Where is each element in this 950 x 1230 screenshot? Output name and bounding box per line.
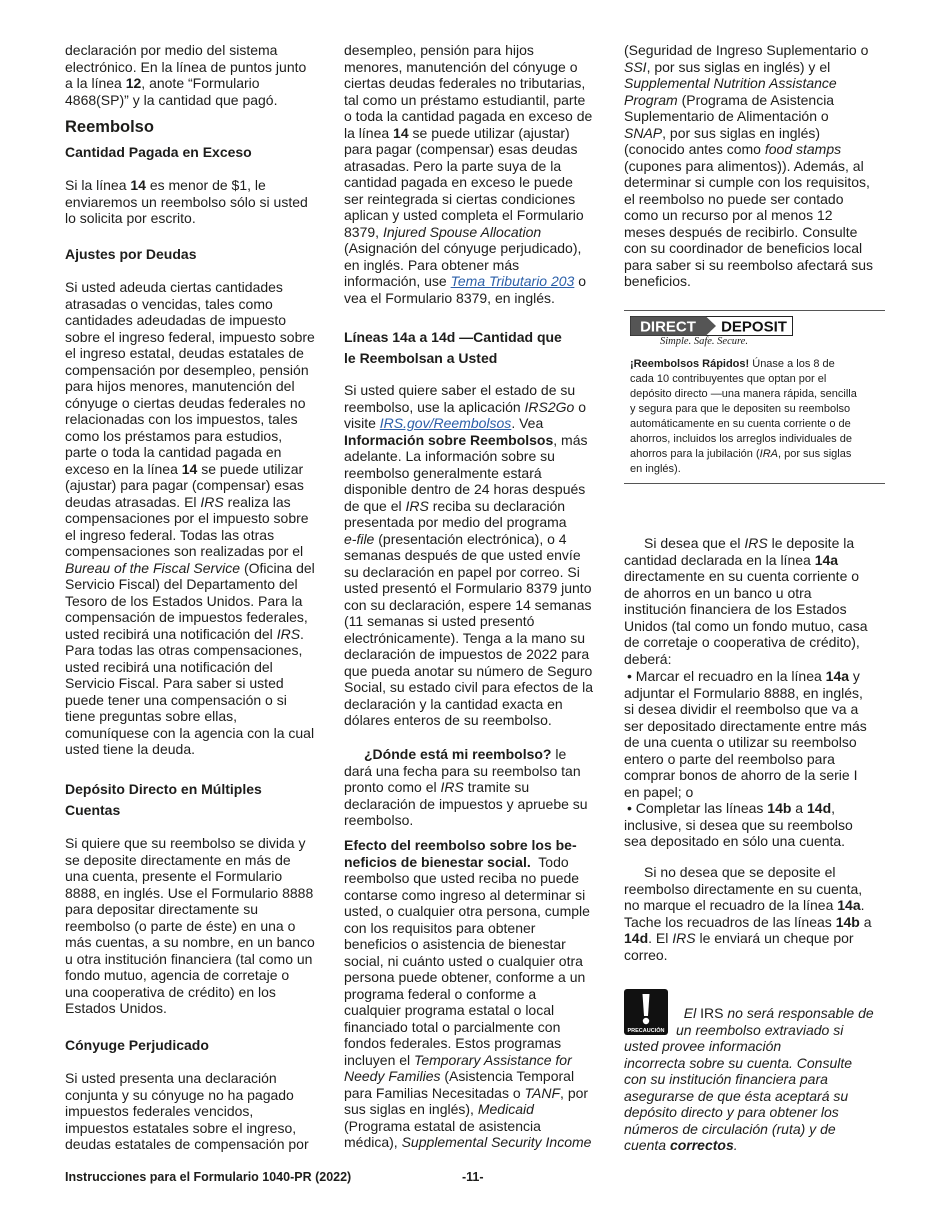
text-run: IRS: [696, 1005, 728, 1021]
italic-text: SSI: [624, 58, 647, 75]
italic-text: IRS: [276, 625, 301, 642]
text-run: (Seguridad de Ingreso Suplementario o: [624, 42, 869, 58]
paragraph-direct-deposit: [624, 535, 886, 667]
subheading-lineas-14a-14d: Líneas 14a a 14d —Cantidad que le Reembolsan a Usted: [344, 328, 562, 366]
bold-text: 14a: [837, 897, 861, 913]
italic-text: IRS: [440, 779, 464, 795]
logo-tagline: Simple. Safe. Secure.: [660, 336, 748, 347]
promo-fast-refunds: [630, 357, 886, 477]
bold-text: 14: [130, 177, 146, 193]
text-run: Si no desea que se deposite el reembolso directamente en su cuenta, no marque el recuadro de la línea: [624, 864, 863, 913]
italic-text: IRA: [759, 447, 778, 460]
italic-text: Supplemental Nutrition Assistance Program: [624, 75, 837, 108]
text-run: (presentación electrónica), o 4 semanas después de que usted envíe su declaración en papel por correo. Si usted presentó el Formulario 8379 junto con su declaración, espere 14 semanas (11 semanas si usted presentó electrónicamente). Tenga a la mano su declaración de impuestos de 2022 para que pueda anotar su número de Seguro Social, su estado civil para efectos de la declaración y la cantidad exacta en dólares enteros de su reembolso.: [344, 530, 594, 728]
text-run: Si la línea: [65, 177, 131, 193]
bold-text: Efecto del reembolso sobre los be- neficios de bienestar social.: [344, 837, 577, 870]
subheading-conyuge-perjudicado: Cónyuge Perjudicado: [65, 1036, 209, 1053]
text-run: • Marcar el recuadro en la línea: [627, 668, 826, 684]
italic-text: Temporary Assistance for Needy Families: [344, 1051, 572, 1084]
paragraph-refund-status: [344, 382, 606, 729]
footer-form-title: Instrucciones para el Formulario 1040-PR (2022): [65, 1170, 352, 1184]
bold-text: ¿Dónde está mi reembolso?: [364, 746, 552, 762]
text-run: (Programa estatal de asistencia médica),: [344, 1117, 541, 1150]
subheading-ajustes-por-deudas: Ajustes por Deudas: [65, 245, 197, 262]
paragraph-where-is-my-refund: [344, 746, 606, 829]
text-run: , más adelante. La información sobre su reembolso generalmente estará disponible dentro de 24 horas después de que el: [344, 431, 588, 514]
paragraph-injured-spouse-continued: [344, 42, 606, 306]
italic-text: Bureau of the Fiscal Service: [65, 559, 241, 576]
hyperlink[interactable]: IRS.gov/Reembolsos: [379, 415, 512, 431]
subheading-deposito-directo-multiples-cuentas: Depósito Directo en Múltiples Cuentas: [65, 780, 262, 818]
text-run: Si usted quiere saber el estado de su reembolso, use la aplicación: [344, 382, 576, 415]
bold-text: 14a: [825, 668, 850, 684]
text-run: . El: [648, 930, 673, 946]
bold-text: 14b: [835, 913, 860, 930]
text-run: Si usted adeuda ciertas cantidades atrasadas o vencidas, tales como cantidades adeudadas de impuesto sobre el ingreso federal, impuesto sobre el ingreso estatal, deudas estatales de compensación por desempleo, pensión para hijos menores, manutención del cónyuge o ciertas deudas federales no relacionadas con los impuestos, tales como los préstamos para estudios, parte o toda la cantidad pagada en exceso en la línea: [65, 279, 315, 477]
caution-note: [624, 972, 886, 1154]
direct-deposit-logo: [630, 316, 794, 337]
bold-italic-text: correctos: [669, 1137, 734, 1153]
bold-text: 14: [181, 460, 198, 477]
bold-text: 14d: [624, 930, 649, 946]
text-run: Todo reembolso que usted reciba no puede contarse como ingreso al determinar si usted, o cualquier otra persona, cumple con los requisitos para obtener beneficios o asistencia de bienestar social, ni cuánto usted o cualquier otra persona puede obtener, conforme a un programa federal o conforme a cualquier programa estatal o local financiado total o parcialmente con fondos federales. Estos programas incluyen el: [344, 853, 590, 1068]
text-run: declaración por medio del sistema electrónico. En la línea de puntos junto a la línea: [65, 42, 307, 91]
text-run: , por sus siglas en inglés) y el: [646, 58, 831, 75]
paragraph-welfare-benefits: [344, 837, 606, 1151]
italic-text: no será responsable de un reembolso extraviado si usted provee información incorrecta sobre su cuenta. Consulte con su institución financiera para asegurarse de que ésta aceptará su depósito directo y para obtener los números de circulación (ruta) y de cuenta: [624, 1005, 874, 1153]
text-run: (Programa de Asistencia Suplementario de Alimentación o: [624, 91, 835, 124]
text-run: reciba su declaración presentada por medio del programa: [344, 497, 567, 530]
italic-text: SNAP: [624, 124, 663, 141]
text-run: a: [791, 800, 807, 816]
text-run: (Asistencia Temporal para Familias Necesitadas o: [344, 1068, 575, 1101]
text-run: le enviará un cheque por correo.: [624, 930, 854, 963]
logo-deposit-text: DEPOSIT: [721, 318, 787, 336]
text-run: a: [863, 913, 872, 930]
text-run: o visite: [344, 398, 587, 431]
paragraph-refund-extension: [65, 42, 327, 108]
paragraph-injured-spouse: [65, 1070, 327, 1153]
italic-text: e-file: [344, 530, 375, 547]
footer-page-number: -11-: [462, 1170, 484, 1184]
bullet-item-lines-14b-14d: [624, 800, 886, 850]
bullet-item-form-8888: [624, 668, 886, 800]
italic-text: IRS: [672, 930, 696, 946]
text-run: desempleo, pensión para hijos menores, manutención del cónyuge o ciertas deudas federales no tributarias, tal como un préstamo estudiantil, parte o toda la cantidad pagada en exceso de la línea: [344, 42, 593, 141]
text-run: le dará una fecha para su reembolso tan pronto como el: [344, 746, 581, 795]
italic-text: IRS: [200, 493, 224, 510]
subheading-cantidad-pagada-en-exceso: Cantidad Pagada en Exceso: [65, 143, 252, 160]
exclamation-dot: [643, 1017, 649, 1023]
bold-text: 14d: [807, 800, 832, 816]
caution-icon: [624, 989, 668, 1035]
logo-direct-text: DIRECT: [640, 318, 696, 336]
text-run: Si usted presenta una declaración conjunta y su cónyuge no ha pagado impuestos federales vencidos, impuestos estatales sobre el ingreso, deudas estatales de compensación por: [65, 1070, 309, 1152]
text-run: (Asignación del cónyuge perjudicado), en inglés. Para obtener más información, use: [344, 240, 582, 289]
italic-text: IRS: [405, 497, 429, 514]
bold-text: 12: [125, 75, 142, 91]
italic-text: El: [683, 1005, 697, 1021]
hyperlink[interactable]: Tema Tributario 203: [450, 273, 575, 289]
text-run: directamente en su cuenta corriente o de ahorros en un banco u otra institución financiera de los Estados Unidos (tal como un fondo mutuo, casa de corretaje o cooperativa de crédito), deberá:: [624, 568, 868, 667]
bold-text: ¡Reembolsos Rápidos!: [630, 357, 750, 370]
italic-text: IRS2Go: [524, 398, 575, 415]
text-run: , anote “Formulario 4868(SP)” y la cantidad que pagó.: [65, 75, 278, 108]
italic-text: Supplemental Security Income: [401, 1134, 592, 1150]
text-run: se puede utilizar (ajustar) para pagar (compensar) esas deudas atrasadas. Pero la parte suya de la cantidad pagada en exceso le puede ser reintegrada si ciertas condiciones aplican y usted completa el Formulario 8379,: [344, 124, 584, 240]
text-run: se puede utilizar (ajustar) para pagar (compensar) esas deudas atrasadas. El: [65, 460, 304, 510]
text-run: , por sus siglas en inglés) (conocido antes como: [624, 124, 821, 157]
text-run: , por sus siglas en inglés),: [344, 1084, 589, 1117]
horizontal-rule: [624, 310, 885, 311]
text-run: (Oficina del Servicio Fiscal) del Departamento del Tesoro de los Estados Unidos. Para la compensación de impuestos federales, usted recibirá una notificación del: [65, 559, 315, 642]
text-run: . Para todas las otras compensaciones, usted recibirá una notificación del Servicio Fiscal. Para saber si usted puede tener una compensación o si tiene preguntas sobre ellas, comuníquese con la agencia con la cual usted tiene la deuda.: [65, 625, 315, 757]
italic-text: Injured Spouse Allocation: [382, 223, 542, 240]
caution-icon-label: PRECAUCIÓN: [627, 1027, 665, 1034]
text-run: (cupones para alimentos)). Además, al determinar si cumple con los requisitos, el reembolso no puede ser contado como un recurso por al menos 12 meses después de recibirlo. Consulte con su coordinador de beneficios local para saber si su reembolso afectará sus beneficios.: [624, 157, 874, 289]
text-run: . Tache los recuadros de las líneas: [624, 897, 865, 930]
text-run: , por sus siglas en inglés).: [630, 447, 852, 475]
text-run: tramite su declaración de impuestos y apruebe su reembolso.: [344, 779, 588, 828]
horizontal-rule: [624, 483, 885, 484]
italic-text: TANF: [524, 1084, 561, 1101]
bold-text: 14b: [767, 800, 792, 816]
paragraph-debt-offsets: [65, 279, 327, 758]
italic-text: IRS: [744, 535, 768, 551]
italic-text: .: [733, 1137, 738, 1153]
text-run: es menor de $1, le enviaremos un reembolso sólo si usted lo solicita por escrito.: [65, 177, 308, 226]
paragraph-no-direct-deposit: [624, 864, 886, 963]
bold-text: 14a: [814, 551, 839, 568]
text-run: o vea el Formulario 8379, en inglés.: [344, 273, 587, 306]
text-run: Si desea que el: [644, 535, 745, 551]
text-run: . Vea: [511, 415, 544, 431]
text-run: • Completar las líneas: [627, 800, 768, 816]
italic-text: Medicaid: [477, 1101, 534, 1117]
bold-text: 14: [393, 124, 409, 141]
text-run: , inclusive, si desea que su reembolso sea depositado en sólo una cuenta.: [624, 800, 853, 849]
paragraph-overpaid-amount: [65, 177, 327, 227]
paragraph-welfare-benefits-continued: [624, 42, 886, 290]
text-run: le deposite la cantidad declarada en la línea: [624, 535, 855, 568]
italic-text: food stamps: [764, 141, 842, 157]
text-run: realiza las compensaciones por el impuesto sobre el ingreso federal. Todas las otras compensaciones son realizadas por el: [65, 493, 309, 559]
section-heading-reembolso: Reembolso: [65, 118, 154, 136]
text-run: Si quiere que su reembolso se divida y se deposite directamente en más de una cuenta, presente el Formulario 8888, en inglés. Use el Formulario 8888 para depositar directamente su reembolso (o parte de éste) en una o más cuentas, a su nombre, en un banco u otra institución financiera (tal como un fondo mutuo, agencia de corretaje o una cooperativa de crédito) en los Estados Unidos.: [65, 835, 315, 1016]
text-run: y adjuntar el Formulario 8888, en inglés, si desea dividir el reembolso que va a ser depositado directamente entre más de una cuenta o utilizar su reembolso entero o parte del reembolso para comprar bonos de ahorro de la serie I en papel; o: [624, 668, 867, 800]
paragraph-multiple-accounts: [65, 835, 327, 1017]
bold-text: Información sobre Reembolsos: [344, 431, 554, 448]
text-run: Únase a los 8 de cada 10 contribuyentes que optan por el depósito directo —una manera rápida, sencilla y segura para que le depositen su reembolso automáticamente en su cuenta corriente o de ahorros, incluidos los arreglos individuales de ahorros para la jubilación (: [630, 357, 857, 460]
